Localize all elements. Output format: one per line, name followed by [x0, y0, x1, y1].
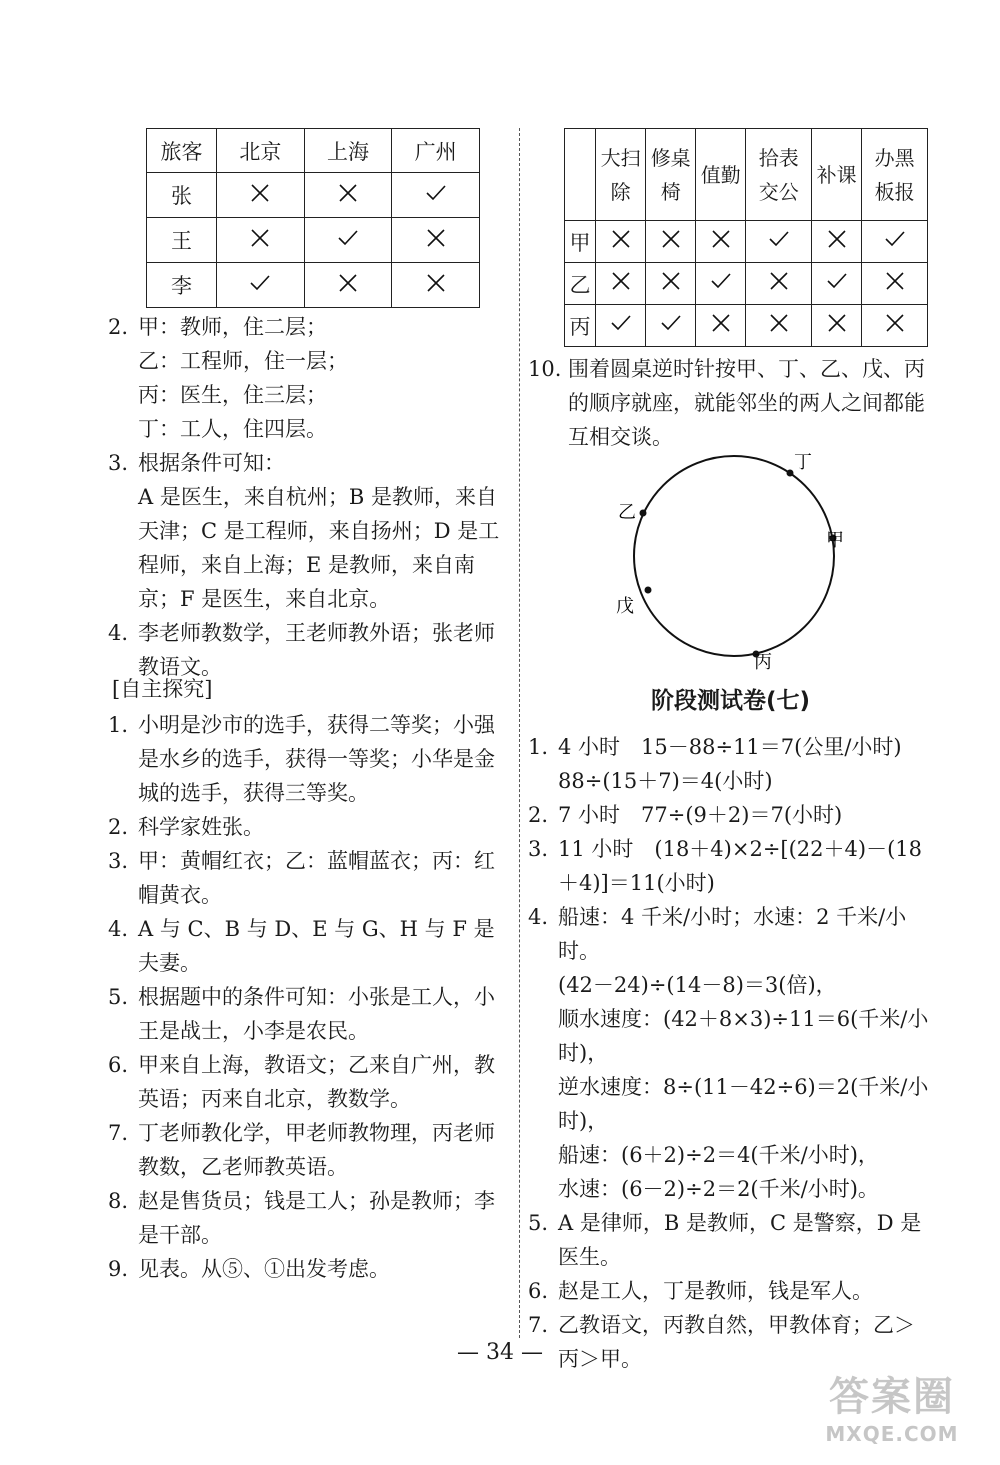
cross-icon	[884, 270, 906, 292]
cross-icon	[425, 227, 447, 249]
table-cell: 甲	[565, 221, 596, 263]
item-number: 6.	[528, 1279, 549, 1303]
round-table-diagram	[608, 450, 848, 670]
left-items-b	[108, 708, 508, 1286]
check-icon	[610, 312, 632, 334]
table-row	[565, 221, 928, 263]
header-line: 交公	[758, 179, 799, 204]
item-text: 丁老师教化学，甲老师教物理，丙老师教数，乙老师教英语。	[138, 1121, 495, 1179]
table-row	[147, 173, 480, 218]
check-icon	[768, 228, 790, 250]
item-number: 7.	[108, 1121, 129, 1145]
seat-yi-label: 乙	[618, 502, 636, 523]
table-cell	[696, 263, 746, 305]
table-cell	[696, 305, 746, 347]
item-number: 3.	[108, 849, 129, 873]
table-cell	[746, 221, 812, 263]
table-cell: 值勤	[696, 129, 746, 221]
table-header-row	[565, 129, 928, 221]
item-line: 88÷(15＋7)＝4(小时)	[558, 769, 773, 793]
cross-icon	[826, 228, 848, 250]
seat-yi-dot	[640, 510, 647, 517]
seat-bing-label: 丙	[754, 652, 772, 670]
header-line: 板报	[874, 179, 915, 204]
check-icon	[884, 228, 906, 250]
table-cell	[646, 305, 696, 347]
cross-icon	[425, 272, 447, 294]
item-body	[558, 1274, 933, 1308]
item-body	[558, 730, 933, 798]
table-cell: 李	[147, 263, 217, 308]
header-line: 椅	[660, 179, 681, 204]
list-item	[108, 1116, 508, 1184]
table-cell	[646, 263, 696, 305]
table-cell	[646, 129, 696, 221]
item-line: A 是医生，来自杭州；B 是教师，来自天津；C 是工程师，来自扬州；D 是工程师，来自上海；E 是教师，来自南京；F 是医生，来自北京。	[138, 485, 500, 611]
item-text: 甲来自上海，教语文；乙来自广州，教英语；丙来自北京，教数学。	[138, 1053, 495, 1111]
table-cell	[596, 129, 646, 221]
item-number: 2.	[528, 803, 549, 827]
table-row	[147, 218, 480, 263]
table-cell: 丙	[565, 305, 596, 347]
table-cell	[746, 129, 812, 221]
column-divider	[519, 128, 520, 1338]
item-number: 1.	[528, 735, 549, 759]
table-header-row	[147, 129, 480, 173]
table-cell	[565, 129, 596, 221]
cross-icon	[660, 270, 682, 292]
item-number: 4.	[108, 621, 129, 645]
item-line: 甲：教师，住二层；	[138, 315, 327, 339]
item-number: 5.	[528, 1211, 549, 1235]
page-number: — 34 —	[457, 1340, 543, 1365]
item-line: A 是律师，B 是教师，C 是警察，D 是医生。	[558, 1211, 922, 1269]
table-cell: 补课	[812, 129, 862, 221]
list-item	[528, 730, 933, 798]
watermark-line1: 答案圈	[829, 1374, 955, 1420]
header-line: 除	[610, 179, 631, 204]
table-cell	[746, 263, 812, 305]
table-cell: 王	[147, 218, 217, 263]
stage-test-title: 阶段测试卷(七)	[650, 688, 811, 714]
header-line: 大扫	[600, 145, 641, 170]
item-text: 见表。从⑤、①出发考虑。	[138, 1257, 390, 1281]
item-number: 5.	[108, 985, 129, 1009]
cross-icon	[768, 270, 790, 292]
duty-table	[564, 128, 928, 347]
list-item	[108, 844, 508, 912]
list-item	[108, 1252, 508, 1286]
item-number: 10.	[528, 357, 562, 381]
list-item	[108, 310, 508, 446]
section-label-wrap	[112, 672, 512, 706]
table-cell	[304, 218, 392, 263]
item-body	[138, 310, 508, 446]
seat-ding-dot	[787, 470, 794, 477]
item-body	[138, 446, 508, 616]
seat-wu-label: 戊	[616, 596, 634, 617]
cross-icon	[337, 182, 359, 204]
table-cell: 乙	[565, 263, 596, 305]
header-line: 办黑	[874, 145, 915, 170]
header-line: 修桌	[650, 145, 691, 170]
table-cell: 旅客	[147, 129, 217, 173]
table-row	[565, 305, 928, 347]
item-10	[528, 352, 933, 454]
seat-ding-label: 丁	[794, 452, 812, 473]
item-number: 3.	[108, 451, 129, 475]
table-cell	[304, 263, 392, 308]
watermark-logo	[802, 1365, 982, 1455]
item-line: (42－24)÷(14－8)＝3(倍)，	[558, 973, 837, 997]
round-table-circle	[634, 456, 834, 656]
item-line: 11 小时 (18＋4)×2÷[(22＋4)－(18＋4)]＝11(小时)	[558, 837, 922, 895]
item-text: 围着圆桌逆时针按甲、丁、乙、戊、丙的顺序就座，就能邻坐的两人之间都能互相交谈。	[568, 357, 925, 449]
section-label: [自主探究]	[112, 677, 213, 701]
item-line: 丁：工人，住四层。	[138, 417, 327, 441]
cross-icon	[249, 227, 271, 249]
item-line: 船速：4 千米/小时；水速：2 千米/小时。	[558, 905, 907, 963]
item-number: 6.	[108, 1053, 129, 1077]
table-cell: 上海	[304, 129, 392, 173]
cross-icon	[337, 272, 359, 294]
table-cell	[304, 173, 392, 218]
travel-table	[146, 128, 480, 308]
item-text: 赵是售货员；钱是工人；孙是教师；李是干部。	[138, 1189, 495, 1247]
list-item	[108, 1184, 508, 1252]
cross-icon	[710, 228, 732, 250]
item-line: 乙教语文，丙教自然，甲教体育；乙＞丙＞甲。	[558, 1313, 915, 1371]
check-icon	[425, 182, 447, 204]
table-cell	[217, 263, 305, 308]
table-cell	[596, 305, 646, 347]
item-body	[558, 1206, 933, 1274]
item-line: 7 小时 77÷(9＋2)＝7(小时)	[558, 803, 843, 827]
table-cell	[862, 221, 928, 263]
item-number: 2.	[108, 315, 129, 339]
table-cell	[392, 218, 480, 263]
cross-icon	[249, 182, 271, 204]
seat-jia-label: 甲	[826, 530, 844, 551]
list-item	[528, 832, 933, 900]
check-icon	[826, 270, 848, 292]
item-number: 1.	[108, 713, 129, 737]
table-cell: 广州	[392, 129, 480, 173]
item-line: 水速：(6－2)÷2＝2(千米/小时)。	[558, 1177, 879, 1201]
item-text: 小明是沙市的选手，获得二等奖；小强是水乡的选手，获得一等奖；小华是金城的选手，获得三等奖。	[138, 713, 495, 805]
list-item	[108, 810, 508, 844]
watermark-line2: MXQE.COM	[825, 1422, 959, 1446]
item-line: 赵是工人，丁是教师，钱是军人。	[558, 1279, 873, 1303]
item-line: 顺水速度：(42＋8×3)÷11＝6(千米/小时)，	[558, 1007, 929, 1065]
item-number: 4.	[108, 917, 129, 941]
item-number: 2.	[108, 815, 129, 839]
table-cell	[217, 218, 305, 263]
list-item	[108, 912, 508, 980]
header-line: 拾表	[758, 145, 799, 170]
item-line: 乙：工程师，住一层；	[138, 349, 348, 373]
table-cell	[596, 263, 646, 305]
check-icon	[249, 272, 271, 294]
item-number: 9.	[108, 1257, 129, 1281]
item-line: 根据条件可知：	[138, 451, 285, 475]
table-cell	[862, 129, 928, 221]
table-cell	[812, 263, 862, 305]
list-item	[108, 446, 508, 616]
table-cell	[596, 221, 646, 263]
table-cell	[217, 173, 305, 218]
list-item	[108, 980, 508, 1048]
item-number: 8.	[108, 1189, 129, 1213]
table-cell	[392, 173, 480, 218]
cross-icon	[884, 312, 906, 334]
list-item	[108, 708, 508, 810]
cross-icon	[768, 312, 790, 334]
seat-wu-dot	[645, 587, 652, 594]
cross-icon	[710, 312, 732, 334]
list-item	[108, 1048, 508, 1116]
table-cell	[392, 263, 480, 308]
table-cell: 张	[147, 173, 217, 218]
list-item	[528, 798, 933, 832]
cross-icon	[826, 312, 848, 334]
item-line: 船速：(6＋2)÷2＝4(千米/小时)，	[558, 1143, 879, 1167]
item-body	[558, 832, 933, 900]
list-item	[528, 1206, 933, 1274]
table-row	[565, 263, 928, 305]
item-number: 4.	[528, 905, 549, 929]
item-body	[558, 798, 933, 832]
table-cell: 北京	[217, 129, 305, 173]
table-row	[147, 263, 480, 308]
item-line: 4 小时 15－88÷11＝7(公里/小时)	[558, 735, 902, 759]
item-text: A 与 C、B 与 D、E 与 G、H 与 F 是夫妻。	[138, 917, 495, 975]
check-icon	[710, 270, 732, 292]
table-cell	[746, 305, 812, 347]
cross-icon	[660, 228, 682, 250]
right-items	[528, 730, 933, 1376]
table-cell	[862, 305, 928, 347]
item-text: 甲：黄帽红衣；乙：蓝帽蓝衣；丙：红帽黄衣。	[138, 849, 495, 907]
table-cell	[696, 221, 746, 263]
cross-icon	[610, 270, 632, 292]
item-line: 逆水速度：8÷(11－42÷6)＝2(千米/小时)，	[558, 1075, 929, 1133]
item-body	[558, 900, 933, 1206]
list-item	[528, 1274, 933, 1308]
table-cell	[812, 221, 862, 263]
table-cell	[646, 221, 696, 263]
check-icon	[337, 227, 359, 249]
table-cell	[862, 263, 928, 305]
item-text: 科学家姓张。	[138, 815, 264, 839]
item-number: 3.	[528, 837, 549, 861]
item-line: 丙：医生，住三层；	[138, 383, 327, 407]
item-line: 李老师教数学，王老师教外语；张老师教语文。	[138, 621, 495, 679]
table-cell	[812, 305, 862, 347]
item-number: 7.	[528, 1313, 549, 1337]
list-item	[528, 900, 933, 1206]
left-items-a	[108, 310, 508, 684]
check-icon	[660, 312, 682, 334]
item-text: 根据题中的条件可知：小张是工人，小王是战士，小李是农民。	[138, 985, 495, 1043]
cross-icon	[610, 228, 632, 250]
